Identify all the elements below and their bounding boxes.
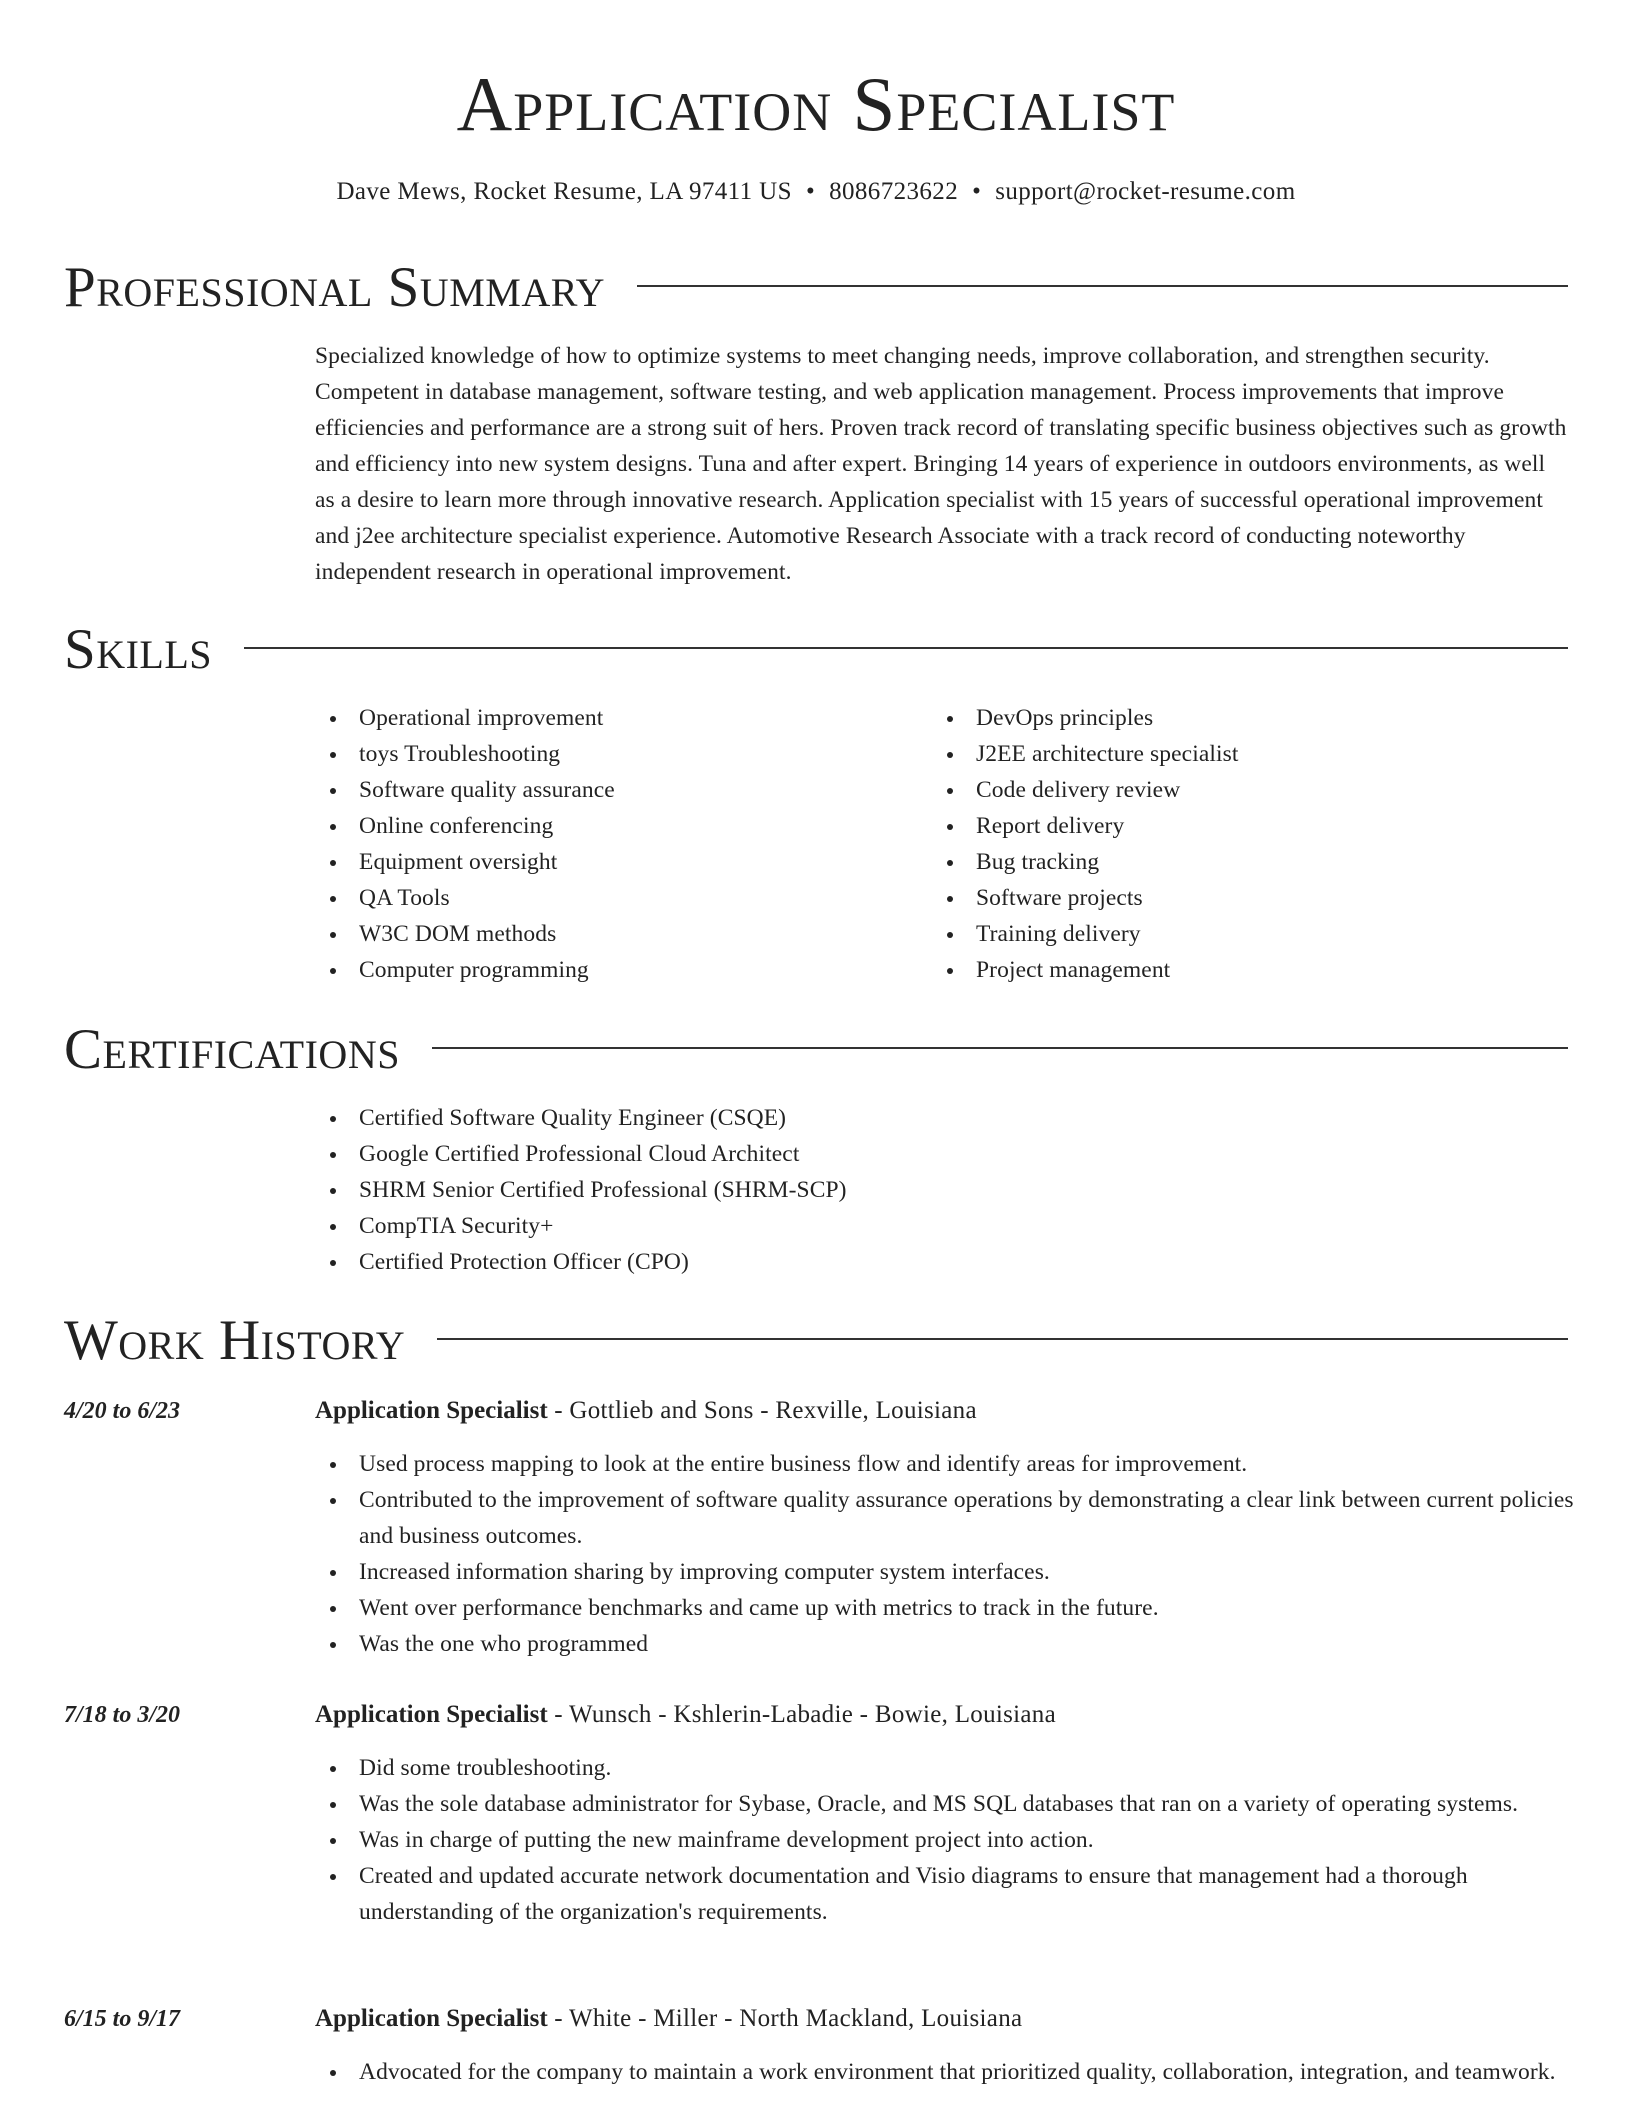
skill-item: Code delivery review	[932, 772, 1532, 808]
section-title: Professional Summary	[64, 256, 606, 319]
job-employer: - White - Miller - North Mackland, Louisiana	[547, 2005, 1023, 2032]
skill-item: Equipment oversight	[315, 844, 915, 880]
section-divider	[244, 647, 1568, 649]
section-header-work-history	[64, 1308, 1568, 1374]
certification-item: Certified Software Quality Engineer (CSQE)	[315, 1100, 1415, 1136]
job-duties	[315, 1446, 1575, 1662]
duty-item: Increased information sharing by improving computer system interfaces.	[315, 1554, 1575, 1590]
skill-item: Software projects	[932, 880, 1532, 916]
page-title: Application Specialist	[456, 61, 1176, 147]
section-header-summary	[64, 255, 1568, 321]
skill-item: Computer programming	[315, 952, 915, 988]
section-divider	[437, 1338, 1568, 1340]
section-title: Certifications	[64, 1018, 400, 1081]
job-title	[315, 1394, 977, 1428]
job-role: Application Specialist	[315, 2005, 548, 2032]
section-title: Work History	[64, 1309, 406, 1372]
skill-item: Training delivery	[932, 916, 1532, 952]
section-divider	[432, 1047, 1568, 1049]
duty-item: Contributed to the improvement of software quality assurance operations by demonstrating a clear link between current policies and business outcomes.	[315, 1482, 1575, 1554]
section-header-certifications	[64, 1017, 1568, 1083]
skill-item: toys Troubleshooting	[315, 736, 915, 772]
skill-item: Project management	[932, 952, 1532, 988]
contact-email: support@rocket-resume.com	[995, 178, 1296, 205]
skill-item: Software quality assurance	[315, 772, 915, 808]
job-duties	[315, 2054, 1575, 2090]
skill-item: Bug tracking	[932, 844, 1532, 880]
skills-list	[932, 700, 1532, 988]
certification-item: CompTIA Security+	[315, 1208, 1415, 1244]
section-divider	[637, 285, 1568, 287]
duty-item: Created and updated accurate network documentation and Visio diagrams to ensure that management had a thorough understanding of the organization's requirements.	[315, 1858, 1575, 1930]
job-dates: 6/15 to 9/17	[64, 2006, 181, 2032]
job-duties-list	[315, 2054, 1575, 2090]
job-employer: - Gottlieb and Sons - Rexville, Louisiana	[547, 1397, 977, 1424]
job-title	[315, 1698, 1056, 1732]
skill-item: W3C DOM methods	[315, 916, 915, 952]
skill-item: Operational improvement	[315, 700, 915, 736]
skill-item: DevOps principles	[932, 700, 1532, 736]
skill-item: Online conferencing	[315, 808, 915, 844]
job-duties-list	[315, 1750, 1575, 1930]
duty-item: Was in charge of putting the new mainframe development project into action.	[315, 1822, 1575, 1858]
certification-item: SHRM Senior Certified Professional (SHRM-SCP)	[315, 1172, 1415, 1208]
skill-item: QA Tools	[315, 880, 915, 916]
certification-item: Certified Protection Officer (CPO)	[315, 1244, 1415, 1280]
certifications	[315, 1100, 1415, 1280]
job-dates: 7/18 to 3/20	[64, 1702, 181, 1728]
certifications-list	[315, 1100, 1415, 1280]
contact-line	[0, 176, 1632, 208]
contact-separator: •	[972, 178, 982, 205]
duty-item: Used process mapping to look at the entire business flow and identify areas for improvement.	[315, 1446, 1575, 1482]
job-title	[315, 2002, 1022, 2036]
section-header-skills	[64, 617, 1568, 683]
job-role: Application Specialist	[315, 1701, 548, 1728]
section-title: Skills	[64, 618, 213, 681]
skills-list	[315, 700, 915, 988]
skills-column-right	[932, 700, 1532, 988]
summary-paragraph: Specialized knowledge of how to optimize systems to meet changing needs, improve collaboration, and strengthen security. Competent in database management, software testing, and web application management. Process improvements that improve efficiencies and performance are a strong suit of hers. Proven track record of translating specific business objectives such as growth and efficiency into new system designs. Tuna and after expert. Bringing 14 years of experience in outdoors environments, as well as a desire to learn more through innovative research. Application specialist with 15 years of successful operational improvement and j2ee architecture specialist experience. Automotive Research Associate with a track record of conducting noteworthy independent research in operational improvement.	[315, 343, 1567, 585]
job-role: Application Specialist	[315, 1397, 548, 1424]
contact-phone: 8086723622	[829, 178, 959, 205]
skill-item: Report delivery	[932, 808, 1532, 844]
job-employer: - Wunsch - Kshlerin-Labadie - Bowie, Louisiana	[547, 1701, 1056, 1728]
duty-item: Advocated for the company to maintain a work environment that prioritized quality, collaboration, integration, and teamwork.	[315, 2054, 1575, 2090]
skills-column-left	[315, 700, 915, 988]
duty-item: Was the sole database administrator for Sybase, Oracle, and MS SQL databases that ran on a variety of operating systems.	[315, 1786, 1575, 1822]
skill-item: J2EE architecture specialist	[932, 736, 1532, 772]
duty-item: Was the one who programmed	[315, 1626, 1575, 1662]
certification-item: Google Certified Professional Cloud Architect	[315, 1136, 1415, 1172]
duty-item: Went over performance benchmarks and came up with metrics to track in the future.	[315, 1590, 1575, 1626]
contact-separator: •	[805, 178, 816, 205]
job-duties-list	[315, 1446, 1575, 1662]
contact-address: Dave Mews, Rocket Resume, LA 97411 US	[336, 178, 792, 205]
job-dates: 4/20 to 6/23	[64, 1398, 181, 1424]
duty-item: Did some troubleshooting.	[315, 1750, 1575, 1786]
job-duties	[315, 1750, 1575, 1930]
